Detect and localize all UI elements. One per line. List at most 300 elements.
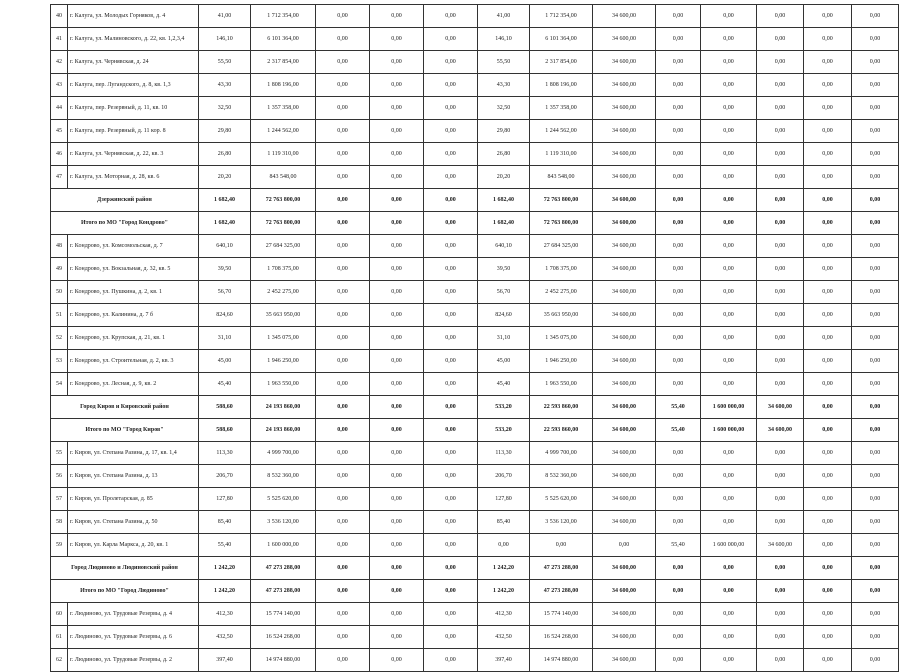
cell-col-13: 0,00 bbox=[852, 649, 899, 672]
address-cell: г. Киров, ул. Степана Разина, д. 17, кв. 1,4 bbox=[68, 442, 199, 465]
cell-area-3: 0,00 bbox=[656, 649, 701, 672]
cell-price-per-sqm: 34 600,00 bbox=[593, 419, 656, 442]
cell-col-13: 0,00 bbox=[852, 212, 899, 235]
table-row bbox=[51, 143, 899, 166]
cell-area-sqm: 45,40 bbox=[199, 373, 251, 396]
address-cell: г. Кондрово, ул. Вокзальная, д. 32, кв. 5 bbox=[68, 258, 199, 281]
cell-area-sqm: 55,40 bbox=[199, 534, 251, 557]
cell-col-12: 0,00 bbox=[804, 626, 852, 649]
cell-area-3: 55,40 bbox=[656, 534, 701, 557]
row-number: 57 bbox=[51, 488, 68, 511]
cell-col-4: 0,00 bbox=[370, 304, 424, 327]
cell-total-cost: 35 663 950,00 bbox=[251, 304, 316, 327]
cell-col-3: 0,00 bbox=[316, 327, 370, 350]
cell-area-sqm: 43,30 bbox=[199, 74, 251, 97]
cell-cost-2: 14 974 880,00 bbox=[530, 649, 593, 672]
cell-total-cost: 6 101 364,00 bbox=[251, 28, 316, 51]
cell-col-3: 0,00 bbox=[316, 143, 370, 166]
cell-cost-2: 1 119 310,00 bbox=[530, 143, 593, 166]
cell-col-13: 0,00 bbox=[852, 258, 899, 281]
cell-price-per-sqm: 34 600,00 bbox=[593, 465, 656, 488]
row-number: 50 bbox=[51, 281, 68, 304]
cell-area-sqm: 432,50 bbox=[199, 626, 251, 649]
cell-col-4: 0,00 bbox=[370, 649, 424, 672]
cell-col-13: 0,00 bbox=[852, 28, 899, 51]
cell-col-12: 0,00 bbox=[804, 120, 852, 143]
address-cell: г. Калуга, ул. Молодых Горняков, д. 4 bbox=[68, 5, 199, 28]
cell-area-3: 0,00 bbox=[656, 626, 701, 649]
cell-col-13: 0,00 bbox=[852, 626, 899, 649]
cell-area-3: 0,00 bbox=[656, 603, 701, 626]
cell-price-3: 0,00 bbox=[757, 557, 804, 580]
cell-price-per-sqm: 34 600,00 bbox=[593, 557, 656, 580]
row-number: 47 bbox=[51, 166, 68, 189]
cell-col-3: 0,00 bbox=[316, 350, 370, 373]
cell-col-12: 0,00 bbox=[804, 212, 852, 235]
cell-col-12: 0,00 bbox=[804, 327, 852, 350]
cell-area-2: 45,40 bbox=[478, 373, 530, 396]
cell-col-5: 0,00 bbox=[424, 51, 478, 74]
cell-col-5: 0,00 bbox=[424, 120, 478, 143]
address-cell: г. Кондрово, ул. Лесная, д. 9, кв. 2 bbox=[68, 373, 199, 396]
cell-price-per-sqm: 34 600,00 bbox=[593, 166, 656, 189]
cell-col-5: 0,00 bbox=[424, 557, 478, 580]
cell-col-13: 0,00 bbox=[852, 5, 899, 28]
cell-col-13: 0,00 bbox=[852, 350, 899, 373]
cell-area-3: 0,00 bbox=[656, 74, 701, 97]
cell-area-sqm: 20,20 bbox=[199, 166, 251, 189]
row-number: 59 bbox=[51, 534, 68, 557]
cell-cost-2: 2 452 275,00 bbox=[530, 281, 593, 304]
address-cell: г. Киров, ул. Карла Маркса, д. 20, кв. 1 bbox=[68, 534, 199, 557]
subtotal-row bbox=[51, 580, 899, 603]
cell-col-4: 0,00 bbox=[370, 373, 424, 396]
cell-cost-2: 1 946 250,00 bbox=[530, 350, 593, 373]
cell-cost-2: 6 101 364,00 bbox=[530, 28, 593, 51]
cell-col-4: 0,00 bbox=[370, 626, 424, 649]
cell-col-5: 0,00 bbox=[424, 419, 478, 442]
cell-col-12: 0,00 bbox=[804, 488, 852, 511]
cell-col-3: 0,00 bbox=[316, 5, 370, 28]
cell-col-4: 0,00 bbox=[370, 28, 424, 51]
cell-col-12: 0,00 bbox=[804, 373, 852, 396]
cell-price-3: 0,00 bbox=[757, 281, 804, 304]
cell-area-2: 26,80 bbox=[478, 143, 530, 166]
cell-col-12: 0,00 bbox=[804, 603, 852, 626]
cell-col-3: 0,00 bbox=[316, 166, 370, 189]
address-cell: г. Калуга, пер. Лугандского, д. 8, кв. 1,3 bbox=[68, 74, 199, 97]
address-cell: г. Людиново, ул. Трудовые Резервы, д. 6 bbox=[68, 626, 199, 649]
cell-area-2: 533,20 bbox=[478, 419, 530, 442]
cell-col-5: 0,00 bbox=[424, 189, 478, 212]
row-number: 62 bbox=[51, 649, 68, 672]
cell-price-per-sqm: 34 600,00 bbox=[593, 258, 656, 281]
cell-area-3: 0,00 bbox=[656, 235, 701, 258]
cell-col-4: 0,00 bbox=[370, 51, 424, 74]
cell-area-sqm: 39,50 bbox=[199, 258, 251, 281]
subtotal-row bbox=[51, 189, 899, 212]
cell-price-3: 0,00 bbox=[757, 97, 804, 120]
row-number: 40 bbox=[51, 5, 68, 28]
cell-col-4: 0,00 bbox=[370, 419, 424, 442]
cell-cost-2: 15 774 140,00 bbox=[530, 603, 593, 626]
row-number: 55 bbox=[51, 442, 68, 465]
cell-area-sqm: 1 682,40 bbox=[199, 189, 251, 212]
cell-price-3: 0,00 bbox=[757, 120, 804, 143]
cell-price-per-sqm: 34 600,00 bbox=[593, 97, 656, 120]
cell-col-13: 0,00 bbox=[852, 235, 899, 258]
cell-price-3: 0,00 bbox=[757, 51, 804, 74]
cell-price-3: 0,00 bbox=[757, 626, 804, 649]
row-number: 51 bbox=[51, 304, 68, 327]
cell-area-2: 640,10 bbox=[478, 235, 530, 258]
cell-cost-3: 0,00 bbox=[701, 258, 757, 281]
cell-col-12: 0,00 bbox=[804, 189, 852, 212]
table-row bbox=[51, 465, 899, 488]
cell-price-3: 34 600,00 bbox=[757, 396, 804, 419]
subtotal-label: Итого по МО "Город Людиново" bbox=[51, 580, 199, 603]
cell-total-cost: 3 536 120,00 bbox=[251, 511, 316, 534]
cell-area-2: 20,20 bbox=[478, 166, 530, 189]
address-cell: г. Кондрово, ул. Строительная, д. 2, кв. 3 bbox=[68, 350, 199, 373]
cell-col-12: 0,00 bbox=[804, 143, 852, 166]
cell-price-3: 0,00 bbox=[757, 74, 804, 97]
cell-col-3: 0,00 bbox=[316, 212, 370, 235]
table-row bbox=[51, 626, 899, 649]
cell-area-2: 206,70 bbox=[478, 465, 530, 488]
cell-area-3: 0,00 bbox=[656, 5, 701, 28]
cell-cost-2: 2 317 854,00 bbox=[530, 51, 593, 74]
cell-total-cost: 4 999 700,00 bbox=[251, 442, 316, 465]
cell-price-3: 0,00 bbox=[757, 465, 804, 488]
cell-price-3: 0,00 bbox=[757, 28, 804, 51]
cell-area-3: 0,00 bbox=[656, 373, 701, 396]
cell-price-per-sqm: 34 600,00 bbox=[593, 649, 656, 672]
table-row bbox=[51, 5, 899, 28]
cell-area-sqm: 55,50 bbox=[199, 51, 251, 74]
cell-cost-2: 1 963 550,00 bbox=[530, 373, 593, 396]
cell-area-2: 1 242,20 bbox=[478, 580, 530, 603]
cell-price-per-sqm: 34 600,00 bbox=[593, 143, 656, 166]
cell-col-5: 0,00 bbox=[424, 465, 478, 488]
cell-area-2: 127,80 bbox=[478, 488, 530, 511]
cell-col-3: 0,00 bbox=[316, 534, 370, 557]
cell-total-cost: 47 273 288,00 bbox=[251, 580, 316, 603]
cell-col-12: 0,00 bbox=[804, 258, 852, 281]
cell-col-12: 0,00 bbox=[804, 580, 852, 603]
cell-price-3: 0,00 bbox=[757, 258, 804, 281]
cell-area-3: 0,00 bbox=[656, 28, 701, 51]
cell-cost-2: 35 663 950,00 bbox=[530, 304, 593, 327]
cell-area-sqm: 29,80 bbox=[199, 120, 251, 143]
cell-area-sqm: 397,40 bbox=[199, 649, 251, 672]
cell-col-5: 0,00 bbox=[424, 327, 478, 350]
address-cell: г. Киров, ул. Степана Разина, д. 50 bbox=[68, 511, 199, 534]
cell-col-5: 0,00 bbox=[424, 350, 478, 373]
cell-area-sqm: 588,60 bbox=[199, 419, 251, 442]
cell-col-3: 0,00 bbox=[316, 396, 370, 419]
cell-area-2: 85,40 bbox=[478, 511, 530, 534]
cell-col-12: 0,00 bbox=[804, 442, 852, 465]
row-number: 54 bbox=[51, 373, 68, 396]
cell-col-13: 0,00 bbox=[852, 51, 899, 74]
table-row bbox=[51, 442, 899, 465]
row-number: 49 bbox=[51, 258, 68, 281]
cell-col-4: 0,00 bbox=[370, 350, 424, 373]
cell-area-3: 0,00 bbox=[656, 511, 701, 534]
cell-col-3: 0,00 bbox=[316, 51, 370, 74]
cell-price-3: 0,00 bbox=[757, 304, 804, 327]
cell-area-2: 113,30 bbox=[478, 442, 530, 465]
cell-cost-2: 4 999 700,00 bbox=[530, 442, 593, 465]
address-cell: г. Киров, ул. Пролетарская, д. 85 bbox=[68, 488, 199, 511]
table-row bbox=[51, 304, 899, 327]
cell-col-13: 0,00 bbox=[852, 373, 899, 396]
cell-cost-2: 3 536 120,00 bbox=[530, 511, 593, 534]
cell-price-per-sqm: 34 600,00 bbox=[593, 51, 656, 74]
cell-price-per-sqm: 34 600,00 bbox=[593, 281, 656, 304]
cell-cost-2: 1 357 358,00 bbox=[530, 97, 593, 120]
cell-price-per-sqm: 34 600,00 bbox=[593, 5, 656, 28]
cell-col-4: 0,00 bbox=[370, 557, 424, 580]
row-number: 48 bbox=[51, 235, 68, 258]
table-row bbox=[51, 327, 899, 350]
address-cell: г. Киров, ул. Степана Разина, д. 13 bbox=[68, 465, 199, 488]
cell-area-2: 146,10 bbox=[478, 28, 530, 51]
cell-area-sqm: 824,60 bbox=[199, 304, 251, 327]
cell-area-3: 0,00 bbox=[656, 212, 701, 235]
table-row bbox=[51, 120, 899, 143]
housing-program-table bbox=[50, 4, 899, 672]
cell-col-4: 0,00 bbox=[370, 120, 424, 143]
cell-price-per-sqm: 34 600,00 bbox=[593, 212, 656, 235]
cell-price-3: 0,00 bbox=[757, 649, 804, 672]
cell-price-per-sqm: 34 600,00 bbox=[593, 442, 656, 465]
address-cell: г. Кондрово, ул. Комсомольская, д. 7 bbox=[68, 235, 199, 258]
cell-price-per-sqm: 0,00 bbox=[593, 534, 656, 557]
cell-area-2: 0,00 bbox=[478, 534, 530, 557]
cell-col-4: 0,00 bbox=[370, 212, 424, 235]
cell-col-3: 0,00 bbox=[316, 28, 370, 51]
cell-col-12: 0,00 bbox=[804, 649, 852, 672]
cell-col-4: 0,00 bbox=[370, 488, 424, 511]
cell-price-3: 0,00 bbox=[757, 143, 804, 166]
subtotal-label: Итого по МО "Город Кондрово" bbox=[51, 212, 199, 235]
cell-cost-2: 0,00 bbox=[530, 534, 593, 557]
cell-price-per-sqm: 34 600,00 bbox=[593, 235, 656, 258]
cell-price-3: 0,00 bbox=[757, 235, 804, 258]
cell-col-3: 0,00 bbox=[316, 488, 370, 511]
address-cell: г. Калуга, ул. Чернявская, д. 22, кв. 3 bbox=[68, 143, 199, 166]
cell-col-13: 0,00 bbox=[852, 465, 899, 488]
cell-col-13: 0,00 bbox=[852, 97, 899, 120]
cell-col-5: 0,00 bbox=[424, 511, 478, 534]
cell-area-sqm: 45,00 bbox=[199, 350, 251, 373]
cell-col-13: 0,00 bbox=[852, 304, 899, 327]
cell-col-5: 0,00 bbox=[424, 74, 478, 97]
cell-col-13: 0,00 bbox=[852, 189, 899, 212]
cell-cost-3: 0,00 bbox=[701, 557, 757, 580]
cell-area-sqm: 113,30 bbox=[199, 442, 251, 465]
cell-col-12: 0,00 bbox=[804, 511, 852, 534]
cell-total-cost: 1 712 354,00 bbox=[251, 5, 316, 28]
cell-area-2: 55,50 bbox=[478, 51, 530, 74]
table-row bbox=[51, 166, 899, 189]
cell-cost-3: 0,00 bbox=[701, 327, 757, 350]
subtotal-row bbox=[51, 212, 899, 235]
cell-cost-2: 8 532 360,00 bbox=[530, 465, 593, 488]
cell-col-5: 0,00 bbox=[424, 603, 478, 626]
cell-price-3: 0,00 bbox=[757, 603, 804, 626]
cell-col-3: 0,00 bbox=[316, 649, 370, 672]
cell-area-3: 55,40 bbox=[656, 419, 701, 442]
cell-area-2: 45,00 bbox=[478, 350, 530, 373]
cell-area-2: 41,00 bbox=[478, 5, 530, 28]
cell-cost-3: 0,00 bbox=[701, 51, 757, 74]
cell-price-per-sqm: 34 600,00 bbox=[593, 373, 656, 396]
cell-col-3: 0,00 bbox=[316, 442, 370, 465]
cell-area-2: 29,80 bbox=[478, 120, 530, 143]
cell-cost-3: 0,00 bbox=[701, 580, 757, 603]
cell-area-sqm: 127,80 bbox=[199, 488, 251, 511]
cell-col-4: 0,00 bbox=[370, 534, 424, 557]
cell-col-5: 0,00 bbox=[424, 534, 478, 557]
row-number: 60 bbox=[51, 603, 68, 626]
table-row bbox=[51, 97, 899, 120]
table-row bbox=[51, 51, 899, 74]
cell-area-3: 0,00 bbox=[656, 166, 701, 189]
address-cell: г. Калуга, пер. Резервный, д. 11 кор. 8 bbox=[68, 120, 199, 143]
cell-cost-3: 0,00 bbox=[701, 235, 757, 258]
cell-total-cost: 843 548,00 bbox=[251, 166, 316, 189]
subtotal-label: Дзержинский район bbox=[51, 189, 199, 212]
cell-col-5: 0,00 bbox=[424, 373, 478, 396]
cell-price-3: 0,00 bbox=[757, 373, 804, 396]
cell-col-13: 0,00 bbox=[852, 419, 899, 442]
cell-col-5: 0,00 bbox=[424, 488, 478, 511]
cell-area-sqm: 85,40 bbox=[199, 511, 251, 534]
cell-area-3: 0,00 bbox=[656, 580, 701, 603]
cell-area-sqm: 31,10 bbox=[199, 327, 251, 350]
subtotal-label: Итого по МО "Город Киров" bbox=[51, 419, 199, 442]
cell-total-cost: 1 708 375,00 bbox=[251, 258, 316, 281]
cell-col-3: 0,00 bbox=[316, 580, 370, 603]
table-row bbox=[51, 28, 899, 51]
address-cell: г. Кондрово, ул. Крупская, д. 21, кв. 1 bbox=[68, 327, 199, 350]
cell-col-12: 0,00 bbox=[804, 304, 852, 327]
cell-area-3: 0,00 bbox=[656, 51, 701, 74]
cell-cost-3: 0,00 bbox=[701, 488, 757, 511]
row-number: 43 bbox=[51, 74, 68, 97]
cell-area-2: 1 242,20 bbox=[478, 557, 530, 580]
cell-area-sqm: 26,80 bbox=[199, 143, 251, 166]
cell-col-12: 0,00 bbox=[804, 235, 852, 258]
cell-col-4: 0,00 bbox=[370, 442, 424, 465]
subtotal-row bbox=[51, 557, 899, 580]
cell-col-12: 0,00 bbox=[804, 74, 852, 97]
cell-col-13: 0,00 bbox=[852, 557, 899, 580]
cell-cost-3: 1 600 000,00 bbox=[701, 534, 757, 557]
cell-price-per-sqm: 34 600,00 bbox=[593, 626, 656, 649]
address-cell: г. Калуга, ул. Малиновского, д. 22, кв. 1,2,3,4 bbox=[68, 28, 199, 51]
cell-total-cost: 1 600 000,00 bbox=[251, 534, 316, 557]
cell-col-5: 0,00 bbox=[424, 143, 478, 166]
cell-cost-3: 0,00 bbox=[701, 626, 757, 649]
cell-col-3: 0,00 bbox=[316, 465, 370, 488]
cell-col-3: 0,00 bbox=[316, 557, 370, 580]
cell-price-3: 0,00 bbox=[757, 189, 804, 212]
cell-cost-3: 0,00 bbox=[701, 304, 757, 327]
cell-area-3: 0,00 bbox=[656, 488, 701, 511]
cell-cost-2: 5 525 620,00 bbox=[530, 488, 593, 511]
cell-cost-2: 843 548,00 bbox=[530, 166, 593, 189]
cell-cost-2: 1 345 075,00 bbox=[530, 327, 593, 350]
cell-area-sqm: 640,10 bbox=[199, 235, 251, 258]
cell-cost-2: 1 244 562,00 bbox=[530, 120, 593, 143]
cell-cost-3: 0,00 bbox=[701, 281, 757, 304]
cell-col-4: 0,00 bbox=[370, 603, 424, 626]
cell-area-3: 0,00 bbox=[656, 557, 701, 580]
row-number: 46 bbox=[51, 143, 68, 166]
cell-cost-3: 0,00 bbox=[701, 212, 757, 235]
table-row bbox=[51, 350, 899, 373]
cell-total-cost: 15 774 140,00 bbox=[251, 603, 316, 626]
cell-area-sqm: 146,10 bbox=[199, 28, 251, 51]
cell-col-13: 0,00 bbox=[852, 120, 899, 143]
table-row bbox=[51, 649, 899, 672]
subtotal-label: Город Людиново и Людиновский район bbox=[51, 557, 199, 580]
cell-col-5: 0,00 bbox=[424, 235, 478, 258]
cell-col-4: 0,00 bbox=[370, 258, 424, 281]
cell-col-13: 0,00 bbox=[852, 488, 899, 511]
cell-col-5: 0,00 bbox=[424, 626, 478, 649]
cell-cost-3: 0,00 bbox=[701, 28, 757, 51]
cell-col-5: 0,00 bbox=[424, 304, 478, 327]
cell-col-12: 0,00 bbox=[804, 465, 852, 488]
cell-area-3: 0,00 bbox=[656, 442, 701, 465]
subtotal-row bbox=[51, 396, 899, 419]
table-row bbox=[51, 488, 899, 511]
cell-total-cost: 27 684 325,00 bbox=[251, 235, 316, 258]
cell-col-4: 0,00 bbox=[370, 396, 424, 419]
cell-col-5: 0,00 bbox=[424, 442, 478, 465]
cell-area-2: 56,70 bbox=[478, 281, 530, 304]
cell-cost-2: 72 763 800,00 bbox=[530, 212, 593, 235]
address-cell: г. Калуга, ул. Моторная, д. 28, кв. 6 bbox=[68, 166, 199, 189]
cell-total-cost: 72 763 800,00 bbox=[251, 212, 316, 235]
cell-area-2: 397,40 bbox=[478, 649, 530, 672]
table-row bbox=[51, 235, 899, 258]
cell-price-per-sqm: 34 600,00 bbox=[593, 327, 656, 350]
cell-area-2: 432,50 bbox=[478, 626, 530, 649]
cell-cost-2: 72 763 800,00 bbox=[530, 189, 593, 212]
cell-col-4: 0,00 bbox=[370, 465, 424, 488]
table-row bbox=[51, 534, 899, 557]
cell-area-sqm: 206,70 bbox=[199, 465, 251, 488]
cell-cost-3: 1 600 000,00 bbox=[701, 419, 757, 442]
cell-area-3: 0,00 bbox=[656, 465, 701, 488]
address-cell: г. Кондрово, ул. Пушкина, д. 2, кв. 1 bbox=[68, 281, 199, 304]
cell-col-13: 0,00 bbox=[852, 74, 899, 97]
cell-area-3: 0,00 bbox=[656, 189, 701, 212]
cell-cost-3: 1 600 000,00 bbox=[701, 396, 757, 419]
cell-price-per-sqm: 34 600,00 bbox=[593, 396, 656, 419]
cell-col-5: 0,00 bbox=[424, 281, 478, 304]
cell-col-3: 0,00 bbox=[316, 304, 370, 327]
table-row bbox=[51, 511, 899, 534]
cell-price-per-sqm: 34 600,00 bbox=[593, 189, 656, 212]
cell-col-3: 0,00 bbox=[316, 603, 370, 626]
